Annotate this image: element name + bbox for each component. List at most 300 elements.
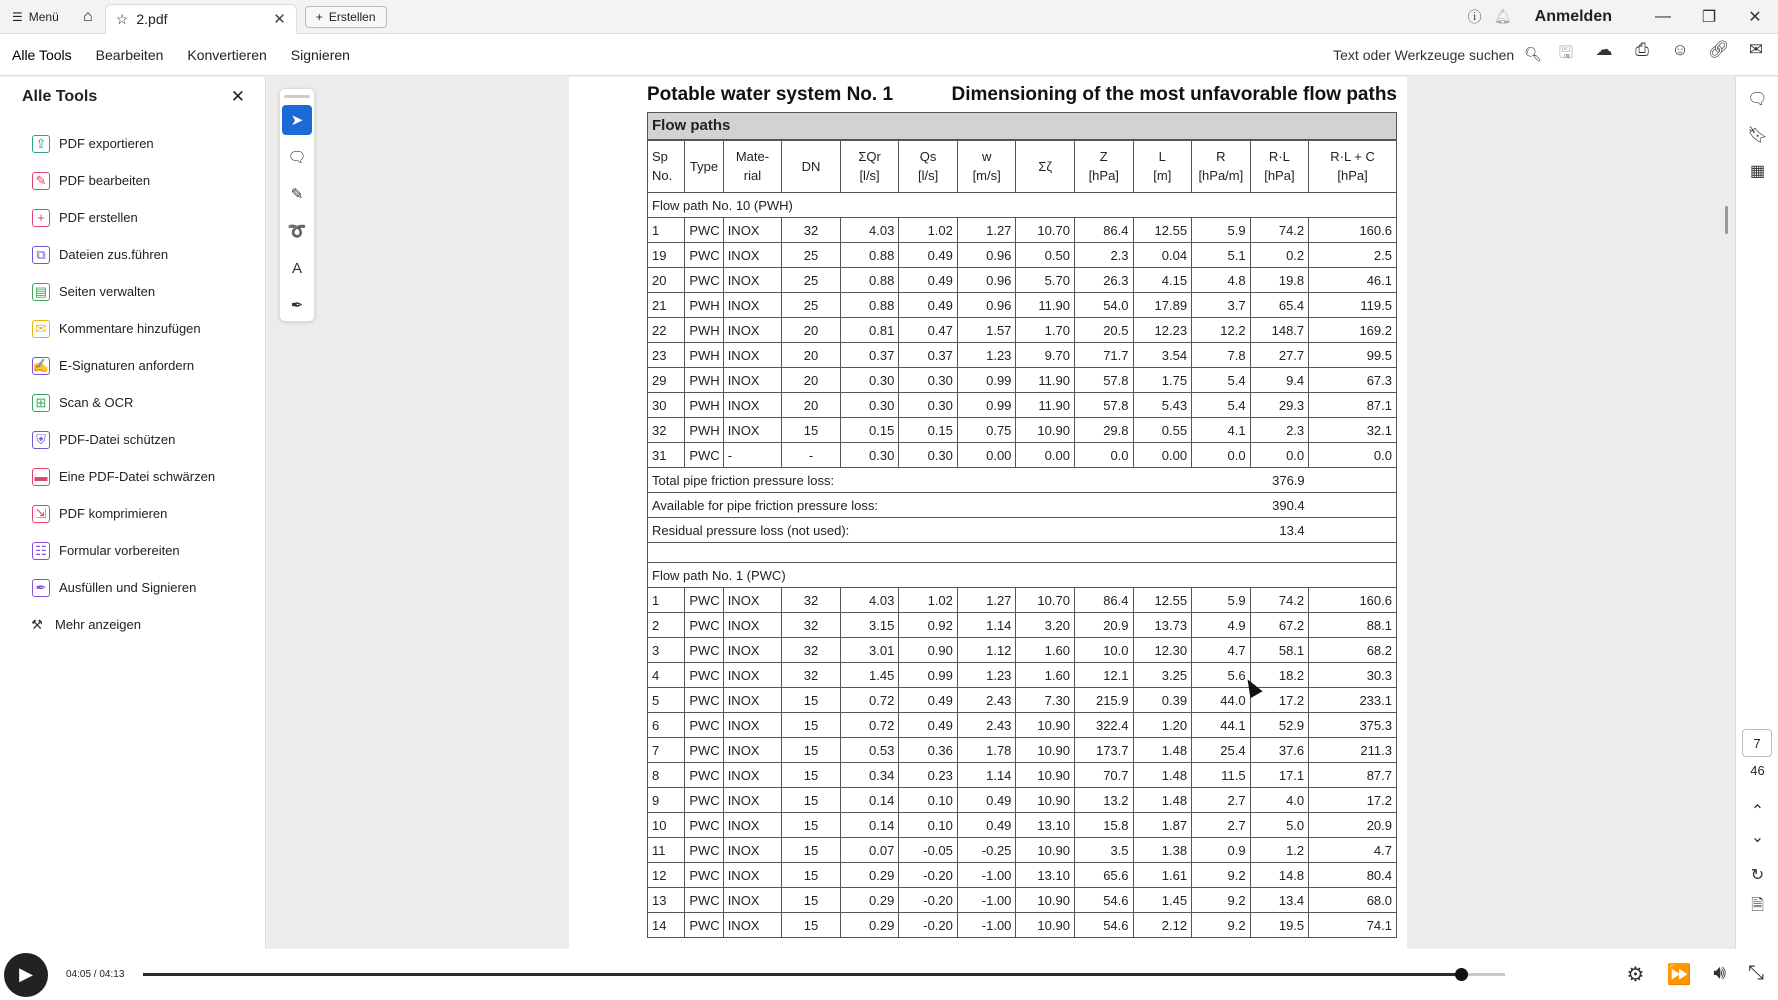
table-cell: 17.2 — [1250, 688, 1309, 713]
table-cell: 11.90 — [1016, 368, 1075, 393]
table-cell: INOX — [723, 863, 782, 888]
table-cell: 15 — [782, 838, 841, 863]
table-cell: 10.90 — [1016, 788, 1075, 813]
column-header: DN — [782, 140, 841, 193]
table-cell: 10.90 — [1016, 418, 1075, 443]
menu-label: Menü — [28, 9, 59, 24]
sign-pen-icon[interactable]: ✒ — [290, 297, 304, 314]
table-cell: 20.9 — [1074, 613, 1133, 638]
table-cell: 32 — [782, 588, 841, 613]
tool-item-scan-ocr[interactable] — [0, 384, 265, 421]
table-cell: PWH — [685, 293, 723, 318]
table-cell: 9.2 — [1192, 863, 1251, 888]
column-header: Z [hPa] — [1074, 140, 1133, 193]
summary-value: 13.4 — [1250, 518, 1309, 543]
table-cell: 0.99 — [957, 393, 1016, 418]
table-cell: PWH — [685, 368, 723, 393]
table-cell: 15.8 — [1074, 813, 1133, 838]
summary-value: 376.9 — [1250, 468, 1309, 493]
table-cell: 10.70 — [1016, 218, 1075, 243]
summary-empty-cell — [1309, 518, 1397, 543]
table-cell: 2.12 — [1133, 913, 1192, 938]
table-cell: 68.0 — [1309, 888, 1397, 913]
add-comment-icon[interactable]: 🗨 — [287, 149, 307, 166]
table-cell: -0.20 — [899, 863, 958, 888]
table-cell: PWC — [685, 863, 723, 888]
table-cell: 4 — [648, 663, 685, 688]
tool-item-protect-pdf[interactable] — [0, 421, 265, 458]
table-cell: 1.27 — [957, 218, 1016, 243]
email-icon[interactable]: ✉ — [1748, 40, 1764, 59]
table-cell: 57.8 — [1074, 393, 1133, 418]
table-cell: 32 — [782, 218, 841, 243]
rotate-icon[interactable]: ↻ — [1750, 867, 1765, 884]
text-select-icon[interactable]: A — [291, 259, 302, 277]
table-cell: 10.90 — [1016, 888, 1075, 913]
table-cell: 0.90 — [899, 638, 958, 663]
document-tab[interactable] — [105, 4, 297, 34]
tool-item-redact-pdf[interactable] — [0, 458, 265, 495]
hamburger-icon: ☰ — [12, 9, 23, 24]
table-cell: 22 — [648, 318, 685, 343]
table-cell: 0.30 — [840, 443, 899, 468]
table-cell: 0.75 — [957, 418, 1016, 443]
tool-item-label: Mehr anzeigen — [55, 617, 141, 632]
table-cell: 0.49 — [957, 813, 1016, 838]
table-cell: 5 — [648, 688, 685, 713]
table-cell: PWC — [685, 888, 723, 913]
table-cell: -0.25 — [957, 838, 1016, 863]
table-cell: 1.78 — [957, 738, 1016, 763]
table-cell: 0.88 — [840, 268, 899, 293]
table-cell: 1.2 — [1250, 838, 1309, 863]
minimize-icon[interactable]: — — [1655, 7, 1671, 25]
table-cell: 0.92 — [899, 613, 958, 638]
table-cell: 15 — [782, 738, 841, 763]
table-cell: 375.3 — [1309, 713, 1397, 738]
tool-item-pdf-edit[interactable] — [0, 162, 265, 199]
table-cell: 0.39 — [1133, 688, 1192, 713]
table-cell: 74.1 — [1309, 913, 1397, 938]
tool-item-comment[interactable] — [0, 310, 265, 347]
table-cell: 1.70 — [1016, 318, 1075, 343]
video-progress-knob[interactable] — [1455, 968, 1468, 981]
close-panel-icon[interactable]: ✕ — [230, 87, 245, 106]
section-title: Flow path No. 10 (PWH) — [648, 193, 1397, 218]
table-cell: 21 — [648, 293, 685, 318]
table-cell: 0.49 — [899, 713, 958, 738]
table-cell: 12.1 — [1074, 663, 1133, 688]
print-icon[interactable]: ⎙ — [1635, 40, 1649, 59]
table-cell: 99.5 — [1309, 343, 1397, 368]
share-user-icon[interactable]: ☺ — [1671, 40, 1689, 59]
select-pointer-icon[interactable]: ➤ — [282, 105, 312, 135]
column-header: R·L + C [hPa] — [1309, 140, 1397, 193]
summary-empty-cell — [1309, 468, 1397, 493]
table-cell: 27.7 — [1250, 343, 1309, 368]
home-icon[interactable]: ⌂ — [82, 7, 93, 25]
table-cell: 0.0 — [1192, 443, 1251, 468]
table-cell: 0.30 — [899, 368, 958, 393]
table-cell: 0.81 — [840, 318, 899, 343]
table-cell: 68.2 — [1309, 638, 1397, 663]
star-icon[interactable]: ☆ — [115, 10, 129, 27]
thumbnails-grid-icon[interactable]: ▦ — [1749, 163, 1766, 180]
compress-pdf-icon: ⇲ — [32, 505, 50, 523]
create-button[interactable] — [305, 6, 387, 28]
tool-item-label: Ausfüllen und Signieren — [59, 580, 197, 595]
table-cell: 6 — [648, 713, 685, 738]
plus-icon: + — [315, 9, 323, 24]
panel-title: Alle Tools — [22, 88, 98, 105]
table-cell: INOX — [723, 318, 782, 343]
table-cell: 0.53 — [840, 738, 899, 763]
table-cell: PWC — [685, 218, 723, 243]
restore-icon[interactable]: ❐ — [1701, 8, 1717, 26]
table-cell: 19.5 — [1250, 913, 1309, 938]
table-row — [648, 813, 1397, 838]
tool-item-more-tools[interactable] — [0, 606, 265, 643]
table-cell: 2.3 — [1250, 418, 1309, 443]
table-cell: 13.73 — [1133, 613, 1192, 638]
table-cell: 0.29 — [840, 913, 899, 938]
table-cell: INOX — [723, 713, 782, 738]
table-cell: 160.6 — [1309, 588, 1397, 613]
highlight-pen-icon[interactable]: ✎ — [290, 186, 304, 203]
table-cell: PWH — [685, 318, 723, 343]
table-cell: 29 — [648, 368, 685, 393]
tab-title: 2.pdf — [136, 11, 168, 27]
table-cell: -1.00 — [957, 888, 1016, 913]
pdf-edit-icon: ✎ — [32, 172, 50, 190]
help-icon[interactable]: ⓘ — [1467, 8, 1482, 25]
close-window-icon[interactable]: ✕ — [1748, 8, 1762, 26]
table-cell: PWC — [685, 713, 723, 738]
table-cell: 9.2 — [1192, 913, 1251, 938]
table-cell: 20 — [782, 368, 841, 393]
fill-sign-icon: ✒ — [32, 579, 50, 597]
right-rail — [1735, 77, 1778, 949]
tool-item-combine-files[interactable] — [0, 236, 265, 273]
table-cell: 32 — [648, 418, 685, 443]
page-info-icon[interactable]: 🗎 — [1751, 896, 1764, 914]
table-cell: 3 — [648, 638, 685, 663]
table-cell: 11 — [648, 838, 685, 863]
table-cell: 0.72 — [840, 713, 899, 738]
table-cell: 25.4 — [1192, 738, 1251, 763]
flow-paths-table — [647, 112, 1397, 938]
save-icon[interactable]: 🖫 — [1558, 43, 1574, 62]
summary-label: Residual pressure loss (not used): — [648, 518, 1251, 543]
table-cell: 0.0 — [1250, 443, 1309, 468]
table-cell: 215.9 — [1074, 688, 1133, 713]
table-cell: 4.1 — [1192, 418, 1251, 443]
table-cell: 20.5 — [1074, 318, 1133, 343]
table-row — [648, 788, 1397, 813]
tool-item-label: PDF bearbeiten — [59, 173, 151, 188]
table-cell: 17.2 — [1309, 788, 1397, 813]
table-cell: 7.30 — [1016, 688, 1075, 713]
table-cell: 15 — [782, 888, 841, 913]
redact-pdf-icon: ▬ — [32, 468, 50, 486]
sign-in-button[interactable]: Anmelden — [1534, 7, 1612, 25]
table-cell: 2.7 — [1192, 788, 1251, 813]
table-cell: 25 — [782, 243, 841, 268]
column-header: w [m/s] — [957, 140, 1016, 193]
table-cell: 173.7 — [1074, 738, 1133, 763]
protect-pdf-icon: ⛨ — [32, 431, 50, 449]
request-esign-icon: ✍ — [32, 357, 50, 373]
table-cell: 0.14 — [840, 788, 899, 813]
table-cell: 169.2 — [1309, 318, 1397, 343]
table-cell: 0.55 — [1133, 418, 1192, 443]
table-cell: 3.25 — [1133, 663, 1192, 688]
table-cell: PWC — [685, 588, 723, 613]
table-cell: 0.99 — [899, 663, 958, 688]
tool-item-label: PDF erstellen — [59, 210, 138, 225]
chevron-up-icon[interactable]: ⌃ — [1750, 803, 1765, 820]
table-row — [648, 738, 1397, 763]
table-cell: 1.48 — [1133, 788, 1192, 813]
tool-item-label: Formular vorbereiten — [59, 543, 180, 558]
table-cell: PWC — [685, 613, 723, 638]
tab-all-tools[interactable]: Alle Tools — [12, 46, 72, 63]
table-cell: 1.45 — [1133, 888, 1192, 913]
table-cell: 1.61 — [1133, 863, 1192, 888]
table-cell: 0.34 — [840, 763, 899, 788]
table-cell: 44.1 — [1192, 713, 1251, 738]
table-cell: PWH — [685, 418, 723, 443]
settings-gear-icon[interactable]: ⚙ — [1626, 964, 1645, 986]
comments-icon[interactable]: 🗨 — [1747, 91, 1768, 108]
table-cell: 10.90 — [1016, 763, 1075, 788]
table-row — [648, 613, 1397, 638]
table-cell: INOX — [723, 663, 782, 688]
table-cell: 1.23 — [957, 663, 1016, 688]
total-pages: 46 — [1750, 763, 1765, 778]
table-cell: 3.54 — [1133, 343, 1192, 368]
table-cell: 13.4 — [1250, 888, 1309, 913]
table-cell: INOX — [723, 243, 782, 268]
table-cell: 25 — [782, 268, 841, 293]
video-progress-track[interactable] — [143, 973, 1505, 976]
table-cell: 1.87 — [1133, 813, 1192, 838]
table-row — [648, 688, 1397, 713]
table-cell: INOX — [723, 588, 782, 613]
skip-forward-icon[interactable]: ⏩ — [1666, 964, 1692, 986]
main-toolbar — [0, 34, 1778, 76]
column-header: Type — [685, 140, 723, 193]
table-cell: 10.90 — [1016, 838, 1075, 863]
tool-item-organize-pages[interactable] — [0, 273, 265, 310]
tab-sign[interactable]: Signieren — [290, 46, 350, 63]
tool-item-compress-pdf[interactable] — [0, 495, 265, 532]
tab-convert[interactable]: Konvertieren — [187, 46, 267, 63]
table-cell: 11.5 — [1192, 763, 1251, 788]
table-cell: 20 — [648, 268, 685, 293]
table-cell: 3.01 — [840, 638, 899, 663]
table-cell: 1.02 — [899, 588, 958, 613]
column-header: R·L [hPa] — [1250, 140, 1309, 193]
table-row — [648, 888, 1397, 913]
table-cell: 30.3 — [1309, 663, 1397, 688]
tool-item-label: Scan & OCR — [59, 395, 134, 410]
tab-edit[interactable]: Bearbeiten — [95, 46, 164, 63]
table-cell: 4.03 — [840, 218, 899, 243]
table-cell: 0.15 — [899, 418, 958, 443]
table-cell: 15 — [782, 713, 841, 738]
scrollbar-thumb[interactable] — [1725, 206, 1728, 234]
table-cell: 1.12 — [957, 638, 1016, 663]
table-cell: 52.9 — [1250, 713, 1309, 738]
table-cell: 1.75 — [1133, 368, 1192, 393]
close-tab-icon[interactable]: ✕ — [273, 11, 286, 28]
table-cell: 10 — [648, 813, 685, 838]
table-cell: INOX — [723, 218, 782, 243]
table-cell: 19 — [648, 243, 685, 268]
table-cell: 67.3 — [1309, 368, 1397, 393]
table-cell: 211.3 — [1309, 738, 1397, 763]
tool-item-label: Dateien zus.führen — [59, 247, 169, 262]
table-cell: 26.3 — [1074, 268, 1133, 293]
table-cell: 0.36 — [899, 738, 958, 763]
table-cell: 2 — [648, 613, 685, 638]
table-cell: 5.43 — [1133, 393, 1192, 418]
tool-search[interactable] — [1333, 46, 1556, 63]
table-cell: 12 — [648, 863, 685, 888]
table-cell: 0.00 — [957, 443, 1016, 468]
table-cell: 0.37 — [899, 343, 958, 368]
all-tools-panel — [0, 77, 266, 949]
table-cell: PWC — [685, 913, 723, 938]
video-progress-fill — [143, 973, 1461, 976]
table-cell: -1.00 — [957, 913, 1016, 938]
table-cell: 30 — [648, 393, 685, 418]
table-cell: 5.4 — [1192, 368, 1251, 393]
exit-fullscreen-icon[interactable]: ⤡ — [1748, 962, 1764, 984]
table-cell: 0.10 — [899, 813, 958, 838]
table-cell: 71.7 — [1074, 343, 1133, 368]
table-row — [648, 588, 1397, 613]
menu-button[interactable] — [0, 0, 71, 34]
table-header-row — [648, 140, 1397, 193]
bookmarks-icon[interactable]: 🔖︎ — [1747, 127, 1768, 144]
tool-item-fill-sign[interactable] — [0, 569, 265, 606]
table-cell: 15 — [782, 913, 841, 938]
table-cell: 2.5 — [1309, 243, 1397, 268]
table-cell: 0.30 — [840, 368, 899, 393]
table-row — [648, 318, 1397, 343]
table-cell: 32.1 — [1309, 418, 1397, 443]
table-cell: 0.30 — [840, 393, 899, 418]
table-cell: 10.90 — [1016, 713, 1075, 738]
table-cell: 29.3 — [1250, 393, 1309, 418]
summary-empty-cell — [1309, 493, 1397, 518]
table-cell: 0.96 — [957, 268, 1016, 293]
notification-bell-icon[interactable]: 🔔︎ — [1493, 8, 1512, 24]
table-cell: 0.88 — [840, 243, 899, 268]
pdf-export-icon: ⇪ — [32, 135, 50, 153]
table-cell: 12.55 — [1133, 218, 1192, 243]
volume-icon[interactable]: 🔊︎ — [1713, 962, 1726, 984]
table-cell: 10.90 — [1016, 913, 1075, 938]
more-tools-icon: ⚒ — [31, 616, 43, 632]
table-cell: INOX — [723, 418, 782, 443]
quick-tools-bar — [279, 88, 315, 322]
table-cell: - — [782, 443, 841, 468]
column-header: Sp No. — [648, 140, 685, 193]
title-bar — [0, 0, 1778, 34]
column-header: L [m] — [1133, 140, 1192, 193]
table-row — [648, 913, 1397, 938]
chevron-down-icon[interactable]: ⌄ — [1750, 829, 1765, 846]
table-cell: 13.10 — [1016, 863, 1075, 888]
table-cell: 9.2 — [1192, 888, 1251, 913]
current-page-input[interactable]: 7 — [1742, 729, 1772, 757]
table-cell: INOX — [723, 913, 782, 938]
table-cell: 46.1 — [1309, 268, 1397, 293]
table-cell: INOX — [723, 343, 782, 368]
tool-item-prepare-form[interactable] — [0, 532, 265, 569]
table-cell: 32 — [782, 613, 841, 638]
table-cell: 57.8 — [1074, 368, 1133, 393]
table-cell: 15 — [782, 763, 841, 788]
search-icon[interactable]: 🔍︎ — [1524, 46, 1542, 62]
table-cell: 1.60 — [1016, 638, 1075, 663]
section-title-row — [648, 563, 1397, 588]
document-viewer[interactable] — [267, 77, 1735, 949]
table-cell: 1.02 — [899, 218, 958, 243]
table-cell: INOX — [723, 738, 782, 763]
table-cell: 5.9 — [1192, 218, 1251, 243]
table-cell: 0.96 — [957, 293, 1016, 318]
table-cell: 0.30 — [899, 393, 958, 418]
scan-ocr-icon: ⊞ — [32, 394, 50, 412]
table-cell: 15 — [782, 863, 841, 888]
table-cell: 322.4 — [1074, 713, 1133, 738]
table-cell: 23 — [648, 343, 685, 368]
play-icon[interactable]: ▶ — [4, 953, 48, 997]
table-cell: 11.90 — [1016, 293, 1075, 318]
summary-row — [648, 468, 1397, 493]
table-cell: 54.0 — [1074, 293, 1133, 318]
table-cell: 0.30 — [899, 443, 958, 468]
table-cell: 86.4 — [1074, 218, 1133, 243]
table-cell: 0.04 — [1133, 243, 1192, 268]
tool-item-request-esign[interactable] — [0, 347, 265, 384]
table-cell: 4.15 — [1133, 268, 1192, 293]
upload-cloud-icon[interactable]: ☁ — [1595, 40, 1613, 59]
draw-lasso-icon[interactable]: ➰ — [287, 223, 307, 240]
table-cell: INOX — [723, 393, 782, 418]
tool-item-pdf-create[interactable] — [0, 199, 265, 236]
tool-item-pdf-export[interactable] — [0, 125, 265, 162]
section-title-row — [648, 193, 1397, 218]
table-cell: 12.2 — [1192, 318, 1251, 343]
table-cell: 80.4 — [1309, 863, 1397, 888]
table-cell: 5.1 — [1192, 243, 1251, 268]
table-cell: 9.4 — [1250, 368, 1309, 393]
table-cell: 65.6 — [1074, 863, 1133, 888]
pdf-page — [569, 77, 1407, 949]
table-cell: 4.7 — [1309, 838, 1397, 863]
table-cell: 10.0 — [1074, 638, 1133, 663]
table-cell: 0.49 — [899, 243, 958, 268]
link-icon[interactable]: 🔗︎ — [1708, 40, 1730, 59]
table-cell: 20 — [782, 393, 841, 418]
table-cell: 0.49 — [957, 788, 1016, 813]
table-cell: INOX — [723, 368, 782, 393]
